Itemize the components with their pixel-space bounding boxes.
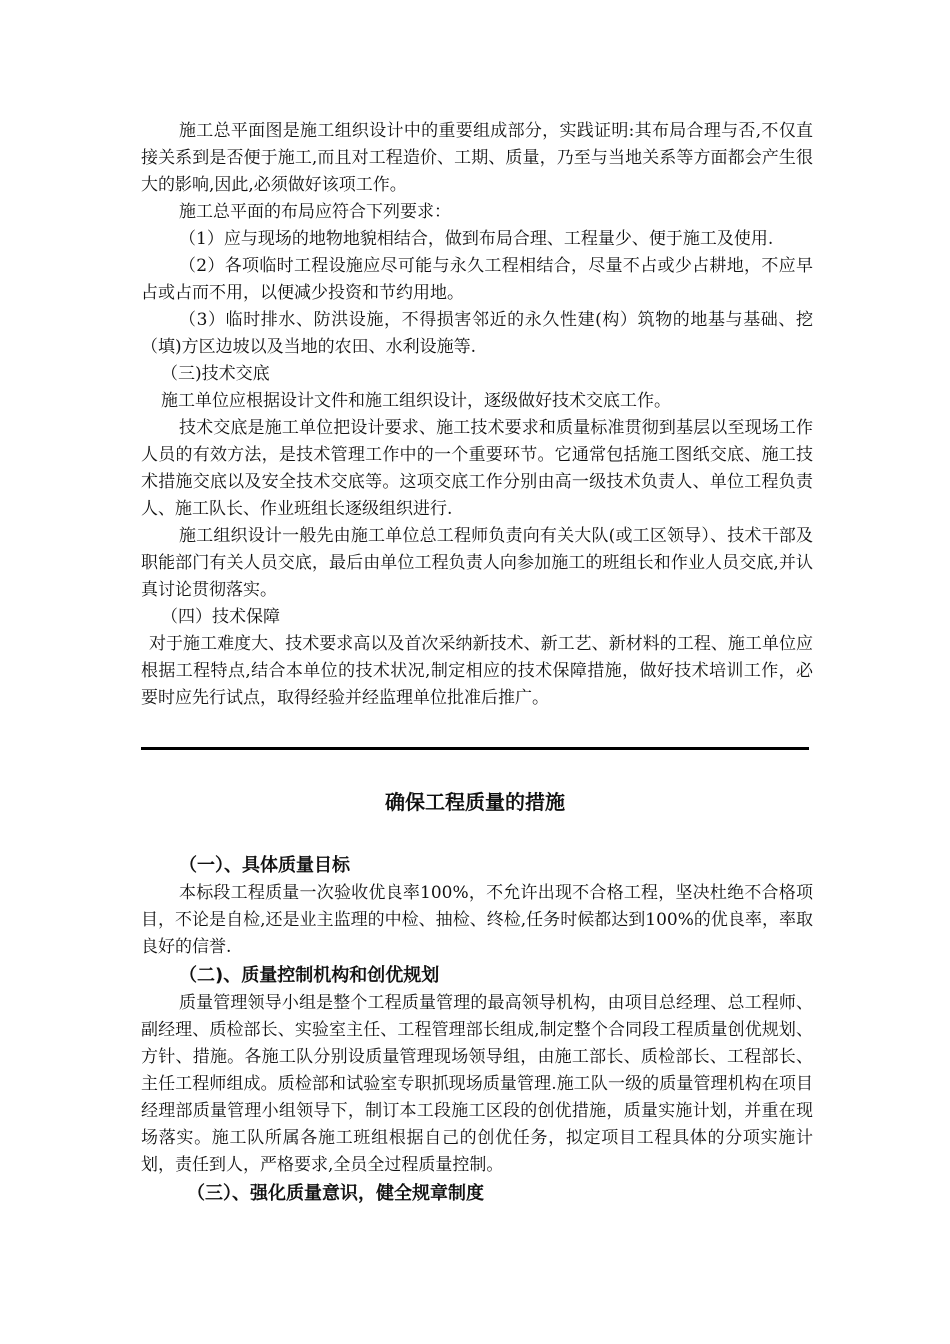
paragraph-requirement-2: （2）各项临时工程设施应尽可能与永久工程相结合，尽量不占或少占耕地，不应早占或占而不用，以便减少投资和节约用地。 xyxy=(141,256,813,303)
quality-measures-section xyxy=(141,851,813,1208)
section-heading-quality-control: （二)、质量控制机构和创优规划 xyxy=(179,965,440,986)
paragraph-requirement-1: （1）应与现场的地物地貌相结合，做到布局合理、工程量少、便于施工及使用. xyxy=(179,229,774,249)
section-heading-quality-target: （一）、具体质量目标 xyxy=(179,855,350,876)
paragraph-tech-support: 对于施工难度大、技术要求高以及首次采纳新技术、新工艺、新材料的工程、施工单位应根据工程特点,结合本单位的技术状况,制定相应的技术保障措施，做好技术培训工作，必要时应先行试点，取得经验并经监理单位批准后推广。 xyxy=(141,634,813,708)
section-heading-quality-awareness: （三）、强化质量意识，健全规章制度 xyxy=(187,1183,484,1204)
horizontal-divider xyxy=(141,747,809,750)
paragraph-intro: 施工总平面图是施工组织设计中的重要组成部分，实践证明:其布局合理与否,不仅直接关系到是否便于施工,而且对工程造价、工期、质量，乃至与当地关系等方面都会产生很大的影响,因此,必须做好该项工作。 xyxy=(141,121,813,195)
paragraph-handover-process: 施工组织设计一般先由施工单位总工程师负责向有关大队(或工区领导）、技术干部及职能部门有关人员交底，最后由单位工程负责人向参加施工的班组长和作业人员交底,并认真讨论贯彻落实。 xyxy=(141,526,813,600)
paragraph-quality-control: 质量管理领导小组是整个工程质量管理的最高领导机构，由项目总经理、总工程师、副经理、质检部长、实验室主任、工程管理部长组成,制定整个合同段工程质量创优规划、方针、措施。各施工队分别设质量管理现场领导组，由施工部长、质检部长、工程部长、主任工程师组成。质检部和试验室专职抓现场质量管理.施工队一级的质量管理机构在项目经理部质量管理小组领导下，制订本工段施工区段的创优措施，质量实施计划，并重在现场落实。施工队所属各施工班组根据自己的创优任务，拟定项目工程具体的分项实施计划，责任到人，严格要求,全员全过程质量控制。 xyxy=(141,993,813,1175)
paragraph-requirement-3: （3）临时排水、防洪设施，不得损害邻近的永久性建(构）筑物的地基与基础、挖（填)方区边坡以及当地的农田、水利设施等. xyxy=(141,310,813,357)
paragraph-handover-method: 技术交底是施工单位把设计要求、施工技术要求和质量标准贯彻到基层以至现场工作人员的有效方法，是技术管理工作中的一个重要环节。它通常包括施工图纸交底、施工技术措施交底以及安全技术交底等。这项交底工作分别由高一级技术负责人、单位工程负责人、施工队长、作业班组长逐级组织进行. xyxy=(141,418,813,519)
subheading-tech-support: （四）技术保障 xyxy=(161,607,280,627)
paragraph-quality-target: 本标段工程质量一次验收优良率100%，不允许出现不合格工程，坚决杜绝不合格项目，不论是自检,还是业主监理的中检、抽检、终检,任务时候都达到100%的优良率，率取良好的信誉. xyxy=(141,883,813,957)
document-title: 确保工程质量的措施 xyxy=(385,790,565,814)
paragraph-handover-lead: 施工单位应根据设计文件和施工组织设计，逐级做好技术交底工作。 xyxy=(161,391,671,411)
paragraph-requirements-lead: 施工总平面的布局应符合下列要求： xyxy=(179,202,451,222)
top-text-block xyxy=(141,118,813,712)
subheading-tech-handover: （三)技术交底 xyxy=(161,364,270,384)
